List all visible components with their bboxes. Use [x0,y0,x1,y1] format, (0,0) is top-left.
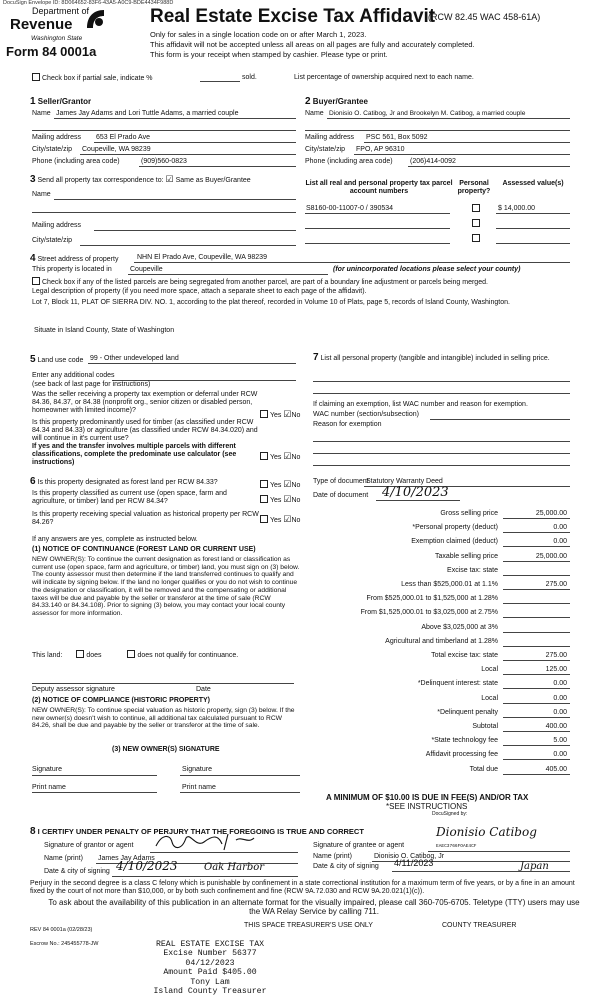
section8-header: 8 I CERTIFY UNDER PENALTY OF PERJURY THAT THE FOREGOING IS TRUE AND CORRECT [30,826,364,837]
grantee-signature-label: Signature of grantee or agent [313,842,405,849]
tax-row-label: *Delinquent interest: state [417,680,498,688]
tax-row-label: From $525,000.01 to $1,525,000 at 1.28% [366,595,498,603]
tax-row-value[interactable]: 405.00 [545,765,567,773]
grantor-city-field[interactable]: Oak Harbor [204,862,265,873]
section2-header: 2 Buyer/Grantee [305,96,368,107]
perjury-notice: Perjury in the second degree is a class C felony which is punishable by confinement in a state correctional institution for a maximum term of five years, or by a fine in an amount fixed by the court of not more than $10,000, or by both such confinement and fine (RCW 9A.72.030 and RCW 9A.20.021(1)(c)). [30,880,575,896]
grantor-signature[interactable] [152,830,262,852]
accessibility-note: To ask about the availability of this publication in an alternate format for the visually impaired, please call 360-705-6705. Teletype (TTY) users may use the WA Relay Service by calling 711. [48,898,580,917]
tax-row-label: Excise tax: state [447,566,498,574]
tax-row-value[interactable]: 0.00 [553,751,567,759]
escrow-number: Escrow No.: 245455778-JW [30,941,99,947]
tax-row-value[interactable]: 0.00 [553,538,567,546]
additional-codes-label: Enter any additional codes [32,372,115,379]
owner-print-label-1: Print name [32,784,66,791]
tax-row-label: Less than $525,000.01 at 1.1% [401,581,498,588]
intro-line-1: Only for sales in a single location code on or after March 1, 2023. [150,30,367,39]
personal-property-header: Personal property? [457,180,491,196]
seller-city-field[interactable]: Coupeville, WA 98239 [82,146,151,153]
located-in-field[interactable]: Coupeville [130,266,163,273]
tax-row-label: *State technology fee [431,737,498,745]
exemption-instruction: If claiming an exemption, list WAC number and reason for exemption. [313,401,528,408]
notice-continuance-body: NEW OWNER(S): To continue the current designation as forest land or classification as current use (open space, farm and agriculture, or timber) land, you must sign on (3) below. The county assessor must then determine if the land transferred continues to qualify and will indicate by signing below. If the land no longer qualifies or you do not wish to continue the designation or classification, it will be removed and the compensating or additional taxes will be due and payable by the seller or transferor at the time of sale (RCW 84.33.140 or 84.34.108). Prior to signing (3) below, you may contact your local county assessor for more information. [32,556,300,617]
signature-id: EAEC3766FOAE4CF [436,844,477,849]
revenue-logo-icon [84,8,106,30]
section6-q2: Is this property classified as current use (open space, farm and agriculture, or timber) land per RCW 84.34? [32,490,227,506]
document-date-field[interactable]: 4/10/2023 [382,485,449,500]
seller-phone-field[interactable]: (909)560-0823 [141,158,187,165]
parcel-number-field[interactable]: S8160-00-11007-0 / 390534 [306,205,394,212]
section6-instruction: If any answers are yes, complete as instructed below. [32,536,198,543]
buyer-city-label: City/state/zip [305,146,346,153]
agency-state: Washington State [31,35,83,42]
seller-city-label: City/state/zip [32,146,73,153]
personal-property-checkbox-2[interactable] [472,219,480,227]
seller-mail-label: Mailing address [32,134,82,141]
grantor-name-field[interactable]: James Jay Adams [98,855,155,862]
grantee-name-label: Name (print) [313,853,352,860]
assessed-value-field[interactable]: $ 14,000.00 [498,205,535,212]
timber-yes-no: Yes ☑No [258,451,300,462]
envelope-id: DocuSign Envelope ID: 8D064652-83F6-43A5-A0C9-BDE4434F988D [3,0,174,6]
tax-row-label: Subtotal [472,723,498,730]
ownership-note: List percentage of ownership acquired next to each name. [294,74,474,81]
buyer-city-field[interactable]: FPO, AP 96310 [356,146,405,153]
form-number: Form 84 0001a [6,44,97,59]
section3-header: 3 Send all property tax correspondence to: ☑ Same as Buyer/Grantee [30,174,251,185]
tax-row-value[interactable]: 400.00 [545,723,567,730]
personal-property-checkbox-1[interactable] [472,204,480,212]
docusigned-label: DocuSigned by: [432,811,468,817]
legal-description-text: Lot 7, Block 11, PLAT OF SIERRA DIV. NO. 1, according to the plat thereof, recorded in Volume 10 of Plats, page 5, records of Island County, Washington. [32,299,510,306]
notice-compliance-body: NEW OWNER(S): To continue special valuation as historic property, sign (3) below. If the new owner(s) doesn't wish to continue, all additional tax calculated pursuant to RCW 84.26, shall be due and payable by the seller or transferor at the time of sale. [32,707,295,730]
timber-question: Is this property predominantly used for timber (as classified under RCW 84.34 and 84.33) or agriculture (as classified under RCW 84.34.020) and will continue in it's current use? [32,419,258,443]
same-as-buyer-checkbox[interactable]: ☑ [165,174,174,184]
grantee-date-label: Date & city of signing [313,863,379,870]
seller-name-label: Name [32,110,51,117]
current-use-yes-no: Yes ☑No [258,494,300,505]
tax-row-value[interactable]: 0.00 [553,524,567,532]
document-type-field[interactable]: Statutory Warranty Deed [366,478,443,485]
tax-row-label: From $1,525,000.01 to $3,025,000 at 2.75% [360,609,498,617]
owner-signature-label-2: Signature [182,766,212,773]
treasurer-use-only: THIS SPACE TREASURER'S USE ONLY [244,922,373,929]
situate-text: Situate in Island County, State of Washington [34,327,175,334]
tax-row-value[interactable]: 0.00 [553,694,567,702]
grantor-date-field[interactable]: 4/10/2023 [116,859,178,873]
correspondence-city-label: City/state/zip [32,237,73,244]
document-date-label: Date of document [313,492,369,499]
tax-row-value[interactable]: 275.00 [545,581,567,588]
grantor-signature-label: Signature of grantor or agent [44,842,134,849]
seller-phone-label: Phone (including area code) [32,158,120,165]
segregated-note: Check box if any of the listed parcels are being segregated from another parcel, are part of a boundary line adjustment or parcels being merged. [30,277,488,287]
exemption-yes-no: Yes ☑No [258,409,300,420]
deputy-signature-label: Deputy assessor signature [32,686,115,693]
tax-row-label: Agricultural and timberland at 1.28% [385,637,498,645]
tax-row-value[interactable]: 0.00 [553,680,567,688]
historic-yes-no: Yes ☑No [258,514,300,525]
section1-header: 1 Seller/Grantor [30,96,92,107]
tax-row-value[interactable]: 125.00 [545,666,567,674]
form-title: Real Estate Excise Tax Affidavit [150,6,436,27]
grantor-name-label: Name (print) [44,855,83,862]
minimum-fee-note: A MINIMUM OF $10.00 IS DUE IN FEE(S) AND/OR TAX [326,793,529,802]
section4-header: 4 Street address of property [30,253,119,264]
intro-line-3: This form is your receipt when stamped by cashier. Please type or print. [150,50,388,59]
partial-sale: Check box if partial sale, indicate % [30,73,153,83]
tax-row-label: Local [481,694,498,702]
property-address-field[interactable]: NHN El Prado Ave, Coupeville, WA 98239 [137,254,267,261]
agency-line1: Department of [32,6,90,16]
section6-q1: 6 Is this property designated as forest land per RCW 84.33? [30,476,218,487]
legal-description-label: Legal description of property (if you need more space, attach a separate sheet to each page of the affidavit). [32,288,367,295]
seller-mail-field[interactable]: 653 El Prado Ave [96,134,150,141]
tax-row-value[interactable]: 5.00 [553,737,567,745]
personal-property-checkbox-3[interactable] [472,234,480,242]
document-type-label: Type of document [313,478,369,485]
section7-header: 7 List all personal property (tangible and intangible) included in selling price. [313,352,550,363]
county-treasurer-label: COUNTY TREASURER [442,922,517,929]
deputy-date-label: Date [196,686,211,693]
see-instructions-note: *SEE INSTRUCTIONS [386,802,468,811]
intro-line-2: This affidavit will not be accepted unless all areas on all pages are fully and accurately completed. [150,40,475,49]
assessed-value-header: Assessed value(s) [502,180,564,187]
owner-signature-label-1: Signature [32,766,62,773]
exemption-question: Was the seller receiving a property tax exemption or deferral under RCW 84.36, 84.37, or 84.38 (nonprofit org., senior citizen or disabled person, homeowner with limited income)? [32,391,258,415]
section6-q3: Is this property receiving special valuation as historical property per RCW 84.26? [32,511,259,527]
buyer-name-field[interactable]: Dionisio O. Catibog, Jr and Brookelyn M. Catibog, a married couple [329,110,526,117]
unincorporated-note: (for unincorporated locations please select your county) [333,266,521,273]
revision-number: REV 84 0001a (02/28/23) [30,927,93,933]
land-use-code-field[interactable]: 99 - Other undeveloped land [90,355,179,362]
grantee-city-field[interactable]: Japan [520,861,549,872]
tax-row-label: Exemption claimed (deduct) [411,538,498,546]
notice-compliance-title: (2) NOTICE OF COMPLIANCE (HISTORIC PROPERTY) [32,697,210,704]
agency-name: Revenue [10,16,73,33]
partial-sale-suffix: sold. [242,74,257,81]
tax-row-label: Gross selling price [440,510,498,517]
tax-row-value[interactable]: 25,000.00 [535,510,567,517]
exemption-reason-label: Reason for exemption [313,421,382,428]
tax-row-label: Total excise tax: state [431,652,498,659]
forest-yes-no: Yes ☑No [258,479,300,490]
tax-row-value[interactable]: 275.00 [545,652,567,659]
parcel-header: List all real and personal property tax parcel account numbers [305,180,453,196]
tax-row-label: Affidavit processing fee [425,751,498,759]
tax-row-label: Local [481,666,498,674]
buyer-phone-label: Phone (including area code) [305,158,393,165]
treasurer-stamp: REAL ESTATE EXCISE TAX Excise Number 56377 04/12/2023 Amount Paid $405.00 Tony Lam Island County Treasurer [153,940,267,996]
notice-continuance-title: (1) NOTICE OF CONTINUANCE (FOREST LAND OR CURRENT USE) [32,546,256,553]
grantee-name-field[interactable]: Dionisio O. Catibog, Jr [374,853,445,860]
buyer-phone-field[interactable]: (206)414-0092 [410,158,456,165]
tax-row-label: Above $3,025,000 at 3% [421,623,498,631]
tax-row-label: Total due [469,765,498,773]
tax-row-label: Taxable selling price [434,552,498,560]
grantee-date-field[interactable]: 4/11/2023 [394,858,434,868]
wac-number-label: WAC number (section/subsection) [313,411,419,418]
seller-name-field[interactable]: James Jay Adams and Lori Tuttle Adams, a married couple [56,110,239,117]
buyer-mail-field[interactable]: PSC 561, Box 5092 [366,134,428,141]
owner-print-label-2: Print name [182,784,216,791]
new-owner-signature-title: (3) NEW OWNER(S) SIGNATURE [112,746,220,753]
rcw-reference: (RCW 82.45 WAC 458-61A) [428,12,541,22]
grantor-date-label: Date & city of signing [44,868,110,875]
buyer-mail-label: Mailing address [305,134,355,141]
tax-row-label: *Delinquent penalty [437,708,498,716]
tax-row-value[interactable]: 25,000.00 [535,552,567,560]
this-land-row: This land: does does not qualify for continuance. [32,652,239,659]
located-in-label: This property is located in [32,266,112,273]
predominate-use-note: If yes and the transfer involves multiple parcels with different classifications, complete the predominate use calculator (see instructions) [32,443,237,467]
buyer-name-label: Name [305,110,324,117]
correspondence-mail-label: Mailing address [32,222,82,229]
tax-row-value[interactable]: 0.00 [553,708,567,716]
partial-sale-checkbox[interactable] [32,73,40,81]
correspondence-name-label: Name [32,191,51,198]
section5-header: 5 Land use code [30,354,84,365]
see-back-note: (see back of last page for instructions) [32,381,151,388]
grantee-signature[interactable]: Dionisio Catibog [436,825,537,839]
tax-row-label: *Personal property (deduct) [412,524,498,532]
segregated-checkbox[interactable] [32,277,40,285]
